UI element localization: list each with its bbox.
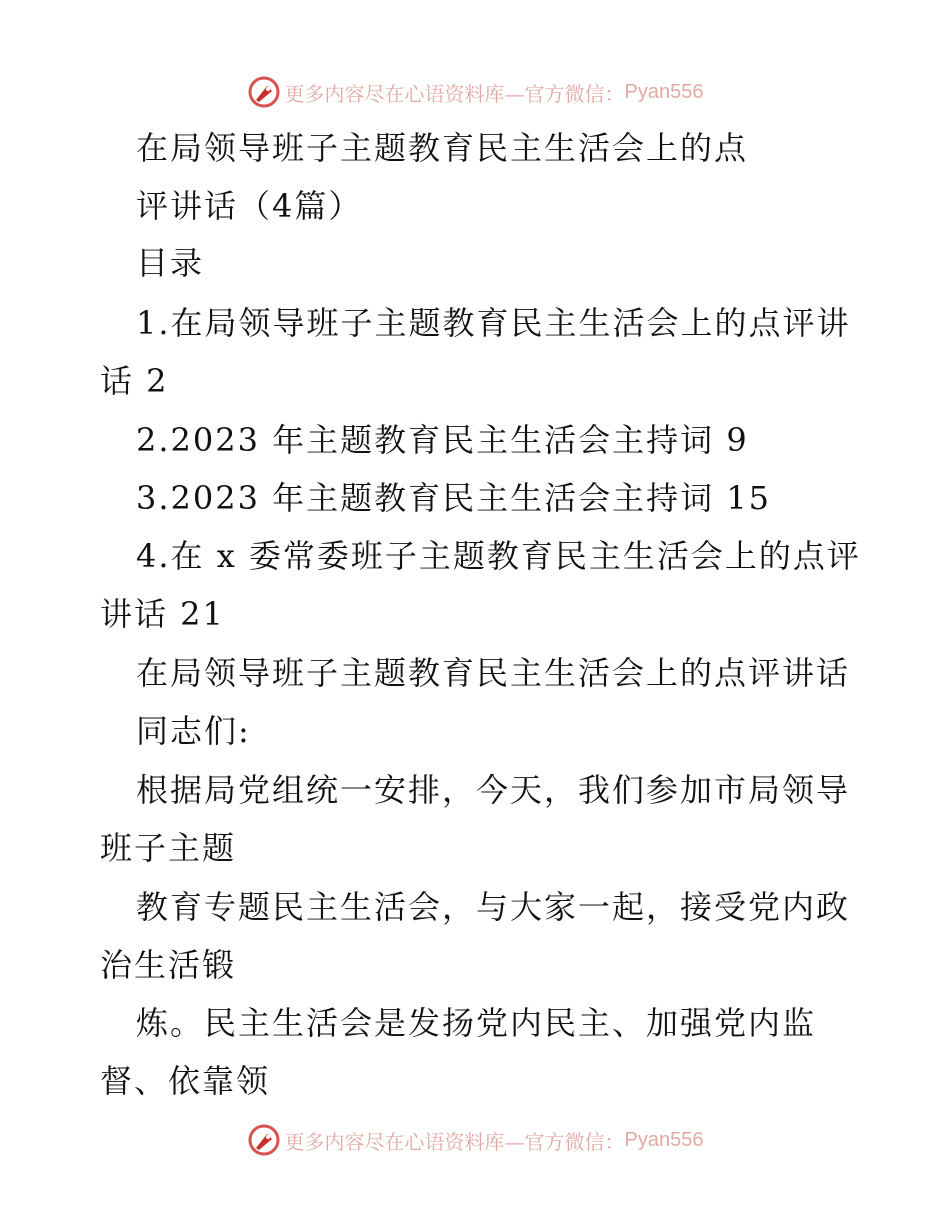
toc-item-4-continuation: 讲话 21 (100, 595, 225, 633)
paragraph-2-line-2: 治生活锻 (100, 946, 237, 984)
paragraph-3-line-2: 督、依靠领 (100, 1062, 271, 1100)
toc-item-1-continuation: 话 2 (100, 362, 169, 400)
pen-nib-logo-icon (247, 1123, 281, 1157)
watermark-text: 更多内容尽在心语资料库—官方微信： (284, 81, 625, 106)
toc-item-2: 2.2023 年主题教育民主生活会主持词 9 (136, 421, 749, 459)
paragraph-1-line-2: 班子主题 (100, 829, 237, 867)
document-title-line-2: 评讲话（4篇） (136, 187, 363, 225)
paragraph-2-line-1: 教育专题民主生活会，与大家一起，接受党内政 (136, 888, 851, 926)
watermark-text: 更多内容尽在心语资料库—官方微信： (284, 1129, 625, 1154)
toc-item-3: 3.2023 年主题教育民主生活会主持词 15 (136, 479, 772, 517)
section-title: 在局领导班子主题教育民主生活会上的点评讲话 (136, 654, 851, 692)
salutation: 同志们: (136, 712, 251, 750)
toc-item-4: 4.在 x 委常委班子主题教育民主生活会上的点评 (136, 537, 861, 575)
pen-nib-logo-icon (247, 75, 281, 109)
footer-watermark (0, 1120, 950, 1160)
toc-item-1: 1.在局领导班子主题教育民主生活会上的点评讲 (136, 304, 851, 342)
watermark-wechat-id: Pyan556 (624, 1128, 704, 1151)
paragraph-1-line-1: 根据局党组统一安排，今天，我们参加市局领导 (136, 771, 851, 809)
document-title-line-1: 在局领导班子主题教育民主生活会上的点 (136, 129, 749, 167)
toc-heading: 目录 (136, 244, 205, 282)
header-watermark (0, 72, 950, 112)
paragraph-3-line-1: 炼。民主生活会是发扬党内民主、加强党内监 (136, 1004, 817, 1042)
watermark-wechat-id: Pyan556 (624, 80, 704, 103)
